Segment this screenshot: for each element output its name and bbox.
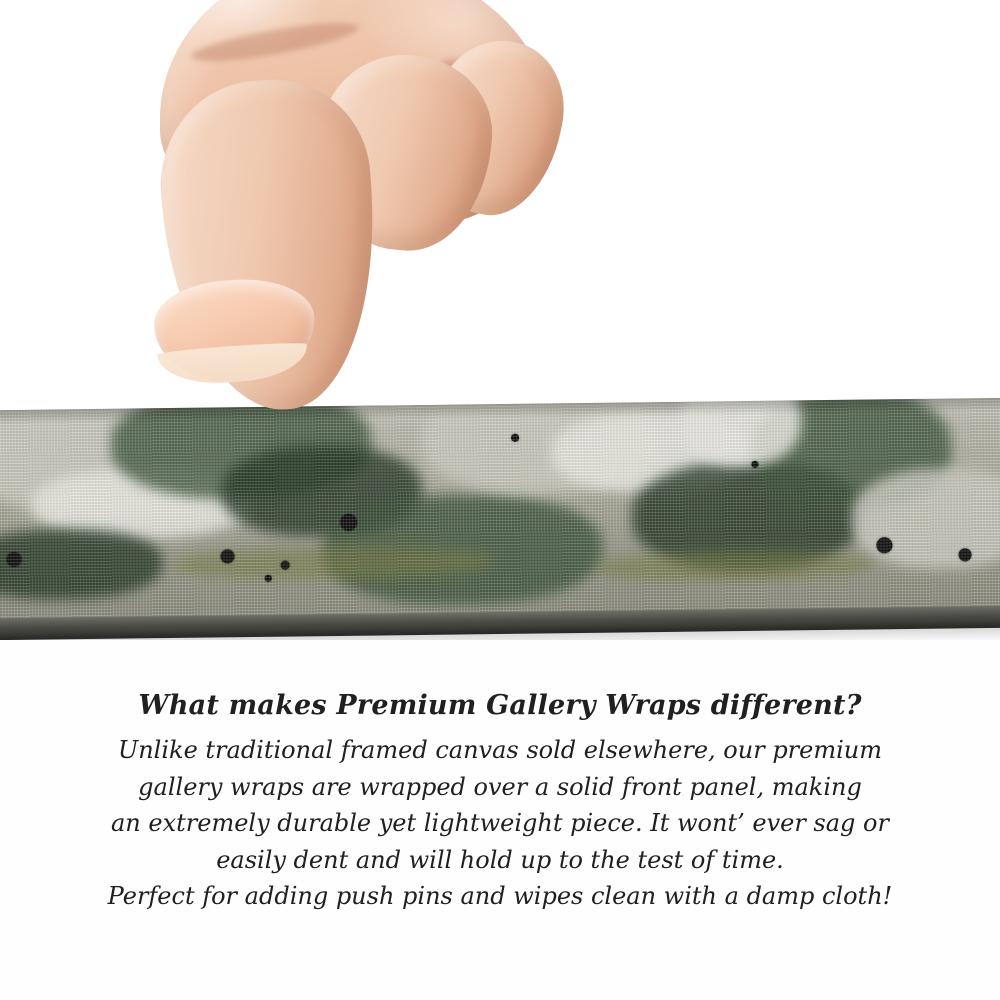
canvas-weave-texture — [0, 398, 1000, 626]
canvas-wrap-edge — [0, 398, 1000, 626]
hand-illustration — [130, 0, 550, 430]
caption-line-1: Unlike traditional framed canvas sold elsewhere, our premium — [117, 736, 882, 765]
caption-line-4: easily dent and will hold up to the test of time. — [216, 845, 784, 874]
caption-line-5: Perfect for adding push pins and wipes clean with a damp cloth! — [107, 882, 893, 911]
caption-heading: What makes Premium Gallery Wraps different? — [138, 690, 862, 721]
caption-line-3: an extremely durable yet lightweight piece. It wont’ ever sag or — [111, 809, 889, 838]
caption-line-2: gallery wraps are wrapped over a solid front panel, making — [138, 772, 862, 801]
caption-block — [0, 690, 1000, 915]
